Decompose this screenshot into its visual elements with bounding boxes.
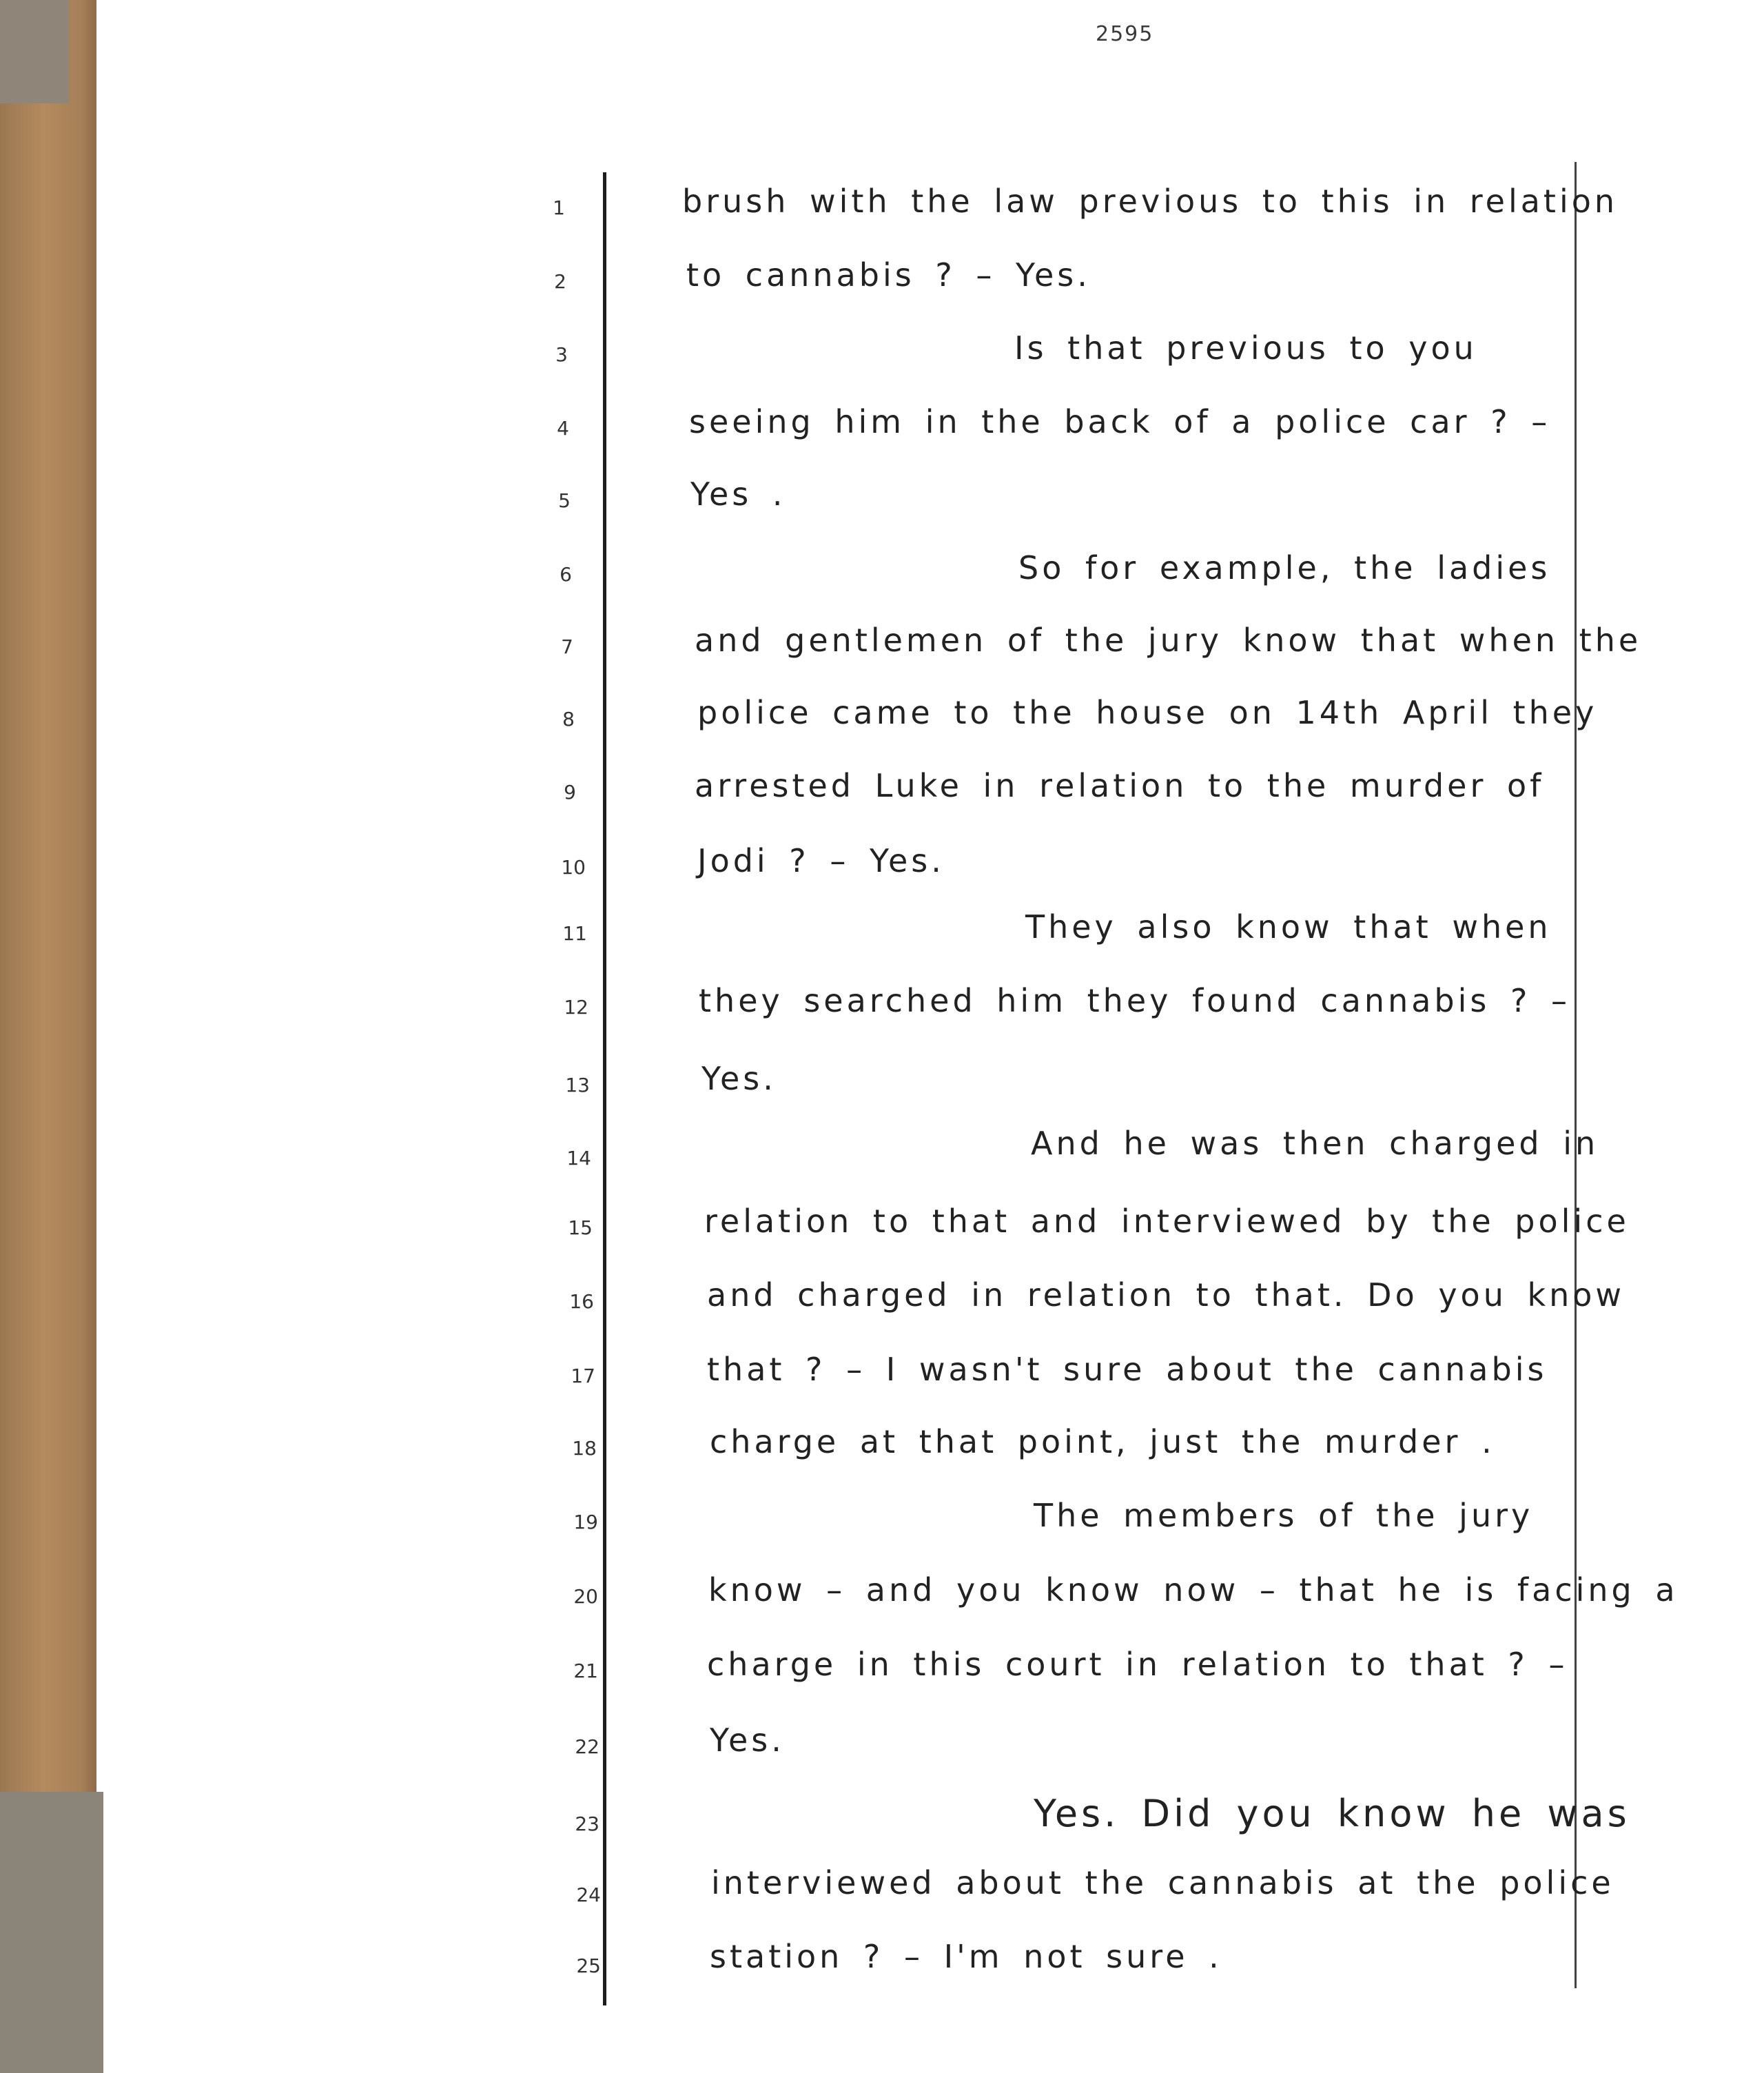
line-text: The members of the jury xyxy=(1034,1497,1534,1534)
line-number: 10 xyxy=(561,856,586,879)
line-text: police came to the house on 14th April they xyxy=(697,694,1598,731)
line-text: charge in this court in relation to that ? – xyxy=(707,1646,1568,1683)
line-number: 7 xyxy=(561,635,573,658)
line-number: 4 xyxy=(557,417,569,440)
binder-tape-top xyxy=(0,0,69,103)
line-number: 17 xyxy=(571,1365,595,1387)
line-text: brush with the law previous to this in relation xyxy=(682,183,1619,220)
line-text: Yes. xyxy=(701,1060,777,1097)
line-text: Yes . xyxy=(690,476,786,513)
line-text: And he was then charged in xyxy=(1031,1125,1599,1162)
left-margin-rule xyxy=(603,172,606,2005)
line-number: 22 xyxy=(575,1735,599,1758)
line-text: They also know that when xyxy=(1025,908,1552,946)
line-number: 1 xyxy=(553,196,565,219)
line-text: interviewed about the cannabis at the police xyxy=(711,1864,1614,1901)
line-number: 9 xyxy=(564,781,576,804)
line-number: 8 xyxy=(562,708,575,731)
line-number: 25 xyxy=(576,1954,601,1977)
line-number: 15 xyxy=(568,1216,593,1239)
line-text: Jodi ? – Yes. xyxy=(697,842,945,879)
line-number: 16 xyxy=(569,1290,594,1313)
page-number: 2595 xyxy=(1096,22,1154,46)
line-text: they searched him they found cannabis ? – xyxy=(699,982,1571,1019)
right-margin-rule xyxy=(1575,162,1577,1988)
line-number: 23 xyxy=(575,1812,599,1835)
line-number: 24 xyxy=(576,1883,601,1906)
line-number: 14 xyxy=(566,1147,591,1170)
line-text: Is that previous to you xyxy=(1014,329,1477,367)
line-text: relation to that and interviewed by the police xyxy=(704,1203,1630,1240)
line-text: know – and you know now – that he is facing a xyxy=(708,1571,1679,1609)
line-text: charge at that point, just the murder . xyxy=(710,1423,1495,1460)
line-text: So for example, the ladies xyxy=(1018,549,1551,586)
line-number: 19 xyxy=(573,1511,598,1533)
line-text: and gentlemen of the jury know that when the xyxy=(695,622,1642,659)
line-text: station ? – I'm not sure . xyxy=(710,1938,1222,1975)
line-number: 6 xyxy=(560,563,572,586)
binder-tape-bottom xyxy=(0,1792,103,2073)
binder-strip xyxy=(0,0,96,2073)
line-number: 12 xyxy=(564,996,588,1019)
line-text: Yes. Did you know he was xyxy=(1034,1792,1630,1835)
line-number: 3 xyxy=(555,343,568,366)
line-number: 11 xyxy=(562,922,587,945)
line-number: 18 xyxy=(572,1437,597,1460)
line-number: 2 xyxy=(554,270,566,293)
line-number: 20 xyxy=(573,1585,598,1608)
line-text: that ? – I wasn't sure about the cannabis xyxy=(707,1351,1548,1388)
line-number: 13 xyxy=(565,1074,590,1096)
line-text: Yes. xyxy=(710,1722,785,1759)
line-number: 21 xyxy=(573,1660,598,1682)
line-text: to cannabis ? – Yes. xyxy=(686,256,1091,294)
line-text: and charged in relation to that. Do you know xyxy=(707,1276,1625,1314)
line-text: arrested Luke in relation to the murder of xyxy=(695,767,1545,804)
line-number: 5 xyxy=(558,489,571,512)
line-text: seeing him in the back of a police car ? – xyxy=(689,403,1551,440)
